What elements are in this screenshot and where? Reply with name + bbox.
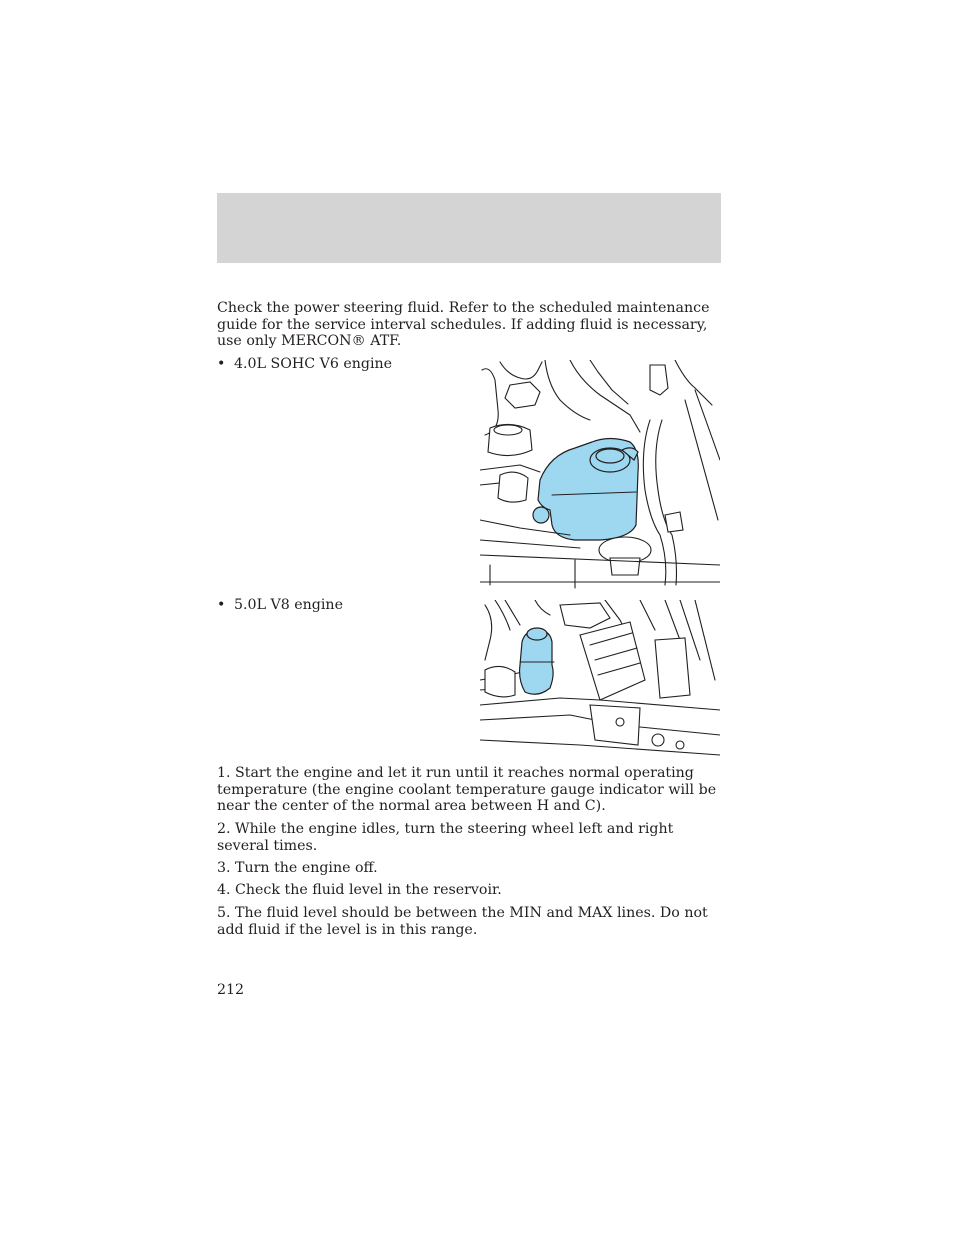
v6-engine-reservoir-illustration [480,360,720,590]
bullet-text: 5.0L V8 engine [234,597,343,613]
page-number: 212 [217,982,245,998]
v8-engine-reservoir-illustration [480,600,720,760]
step-4: 4. Check the fluid level in the reservoir. [217,882,502,898]
step-3: 3. Turn the engine off. [217,860,378,876]
bullet-v8-engine [217,597,343,614]
bullet-marker: • [217,356,226,372]
section-header-band [217,193,721,263]
bullet-v6-engine [217,356,392,373]
step-5: 5. The fluid level should be between the MIN and MAX lines. Do not add fluid if the level is in this range. [217,905,708,938]
step-2: 2. While the engine idles, turn the steering wheel left and right several times. [217,821,674,854]
bullet-text: 4.0L SOHC V6 engine [234,356,393,372]
intro-paragraph: Check the power steering fluid. Refer to the scheduled maintenance guide for the service interval schedules. If adding fluid is necessary, use only MERCON® ATF. [217,300,710,350]
step-1: 1. Start the engine and let it run until it reaches normal operating temperature (the engine coolant temperature gauge indicator will be near the center of the normal area between H and C). [217,765,717,815]
bullet-marker: • [217,597,226,613]
